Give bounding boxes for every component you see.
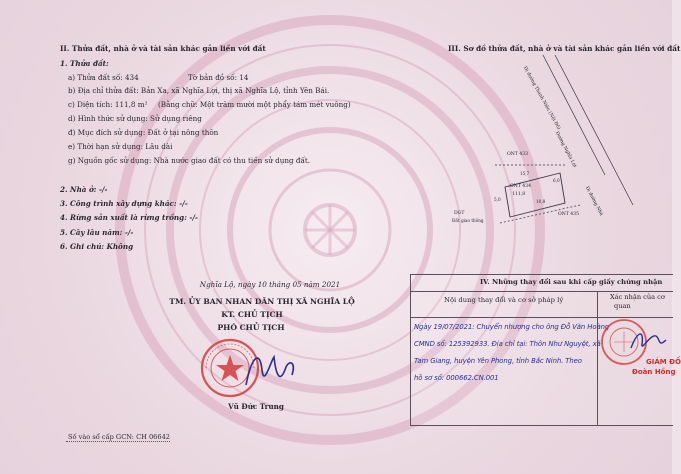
parcel-address: b) Địa chỉ thửa đất: Bản Xa, xã Nghĩa Lợi, thị xã Nghĩa Lộ, tỉnh Yên Bái. — [68, 86, 330, 95]
parcel-area-words: (Bằng chữ: Một trăm mười một phẩy tám mét vuông) — [158, 100, 351, 109]
house-heading: 2. Nhà ở: -/- — [60, 185, 108, 194]
registry-underline — [66, 441, 170, 442]
usage-term: e) Thời hạn sử dụng: Lâu dài — [68, 142, 173, 151]
change-line-3: Tam Giang, huyện Yên Phong, tỉnh Bắc Ninh. Theo — [414, 357, 582, 365]
change-line-2: CMND số: 125392933. Địa chỉ tại: Thôn Như Nguyệt, xã — [414, 340, 601, 348]
change-confirm-signature-icon — [628, 326, 668, 356]
plot-label-dgt-sub: Đất giao thông — [452, 218, 484, 223]
parcel-number: a) Thửa đất số: 434 — [68, 73, 139, 82]
change-line-1: Ngày 19/07/2021: Chuyển nhượng cho ông Đỗ Văn Hoàng — [414, 323, 610, 331]
director-title: GIÁM ĐỐ — [646, 358, 681, 366]
plot-label-ont-435: ONT 435 — [558, 212, 580, 217]
section-3-title: III. Sơ đồ thửa đất, nhà ở và tài sản khác gắn liền với đất — [448, 44, 681, 53]
certificate-registry-number: Số vào sổ cấp GCN: CH 06642 — [68, 433, 170, 441]
land-parcel-heading: 1. Thửa đất: — [60, 59, 109, 68]
other-construction-heading: 3. Công trình xây dựng khác: -/- — [60, 199, 188, 208]
issuing-organization: TM. ỦY BAN NHAN DÂN THỊ XÃ NGHĨA LỘ — [169, 297, 355, 306]
usage-form: d) Hình thức sử dụng: Sử dụng riêng — [68, 114, 202, 123]
usage-origin: g) Nguồn gốc sử dụng: Nhà nước giao đất có thu tiền sử dụng đất. — [68, 156, 311, 165]
land-plot-diagram — [455, 55, 672, 265]
changes-column-confirm: Xác nhận của cơ — [610, 293, 665, 301]
edge-length-2: 5,0 — [494, 197, 501, 202]
director-name: Đoàn Hồng — [632, 368, 676, 376]
parcel-area: c) Diện tích: 111,8 m² — [68, 100, 148, 109]
signer-name: Vũ Đức Trung — [228, 402, 284, 411]
changes-column-confirm-2: quan — [614, 302, 631, 310]
changes-column-content: Nội dung thay đổi và cơ sở pháp lý — [444, 296, 564, 304]
plot-area-label: 111,8 — [512, 192, 526, 197]
plot-label-ont-433: ONT 433 — [507, 152, 529, 157]
plot-label-ont-434: ONT 434 — [510, 184, 532, 189]
signer-title: PHÓ CHỦ TỊCH — [217, 323, 285, 332]
perennial-trees-heading: 5. Cây lâu năm: -/- — [60, 228, 134, 237]
plot-label-dgt: DGT — [454, 211, 465, 216]
handwritten-signature-icon — [240, 345, 300, 395]
edge-length-1: 15,7 — [520, 171, 530, 176]
usage-purpose: đ) Mục đích sử dụng: Đất ở tại nông thôn — [68, 128, 219, 137]
notes-heading: 6. Ghi chú: Không — [60, 242, 134, 251]
on-behalf-of: KT. CHỦ TỊCH — [221, 310, 283, 319]
forest-heading: 4. Rừng sản xuất là rừng trồng: -/- — [60, 213, 198, 222]
edge-length-3: 10,8 — [536, 199, 546, 204]
road-label-thanh-nien: Đi đường Thanh Niên (Nội Đô) — [521, 65, 561, 131]
edge-length-4: 6,0 — [553, 178, 560, 183]
road-label-nghia-loi: Đường Nghĩa Lợi — [553, 130, 577, 169]
section-2-title: II. Thửa đất, nhà ở và tài sản khác gắn liền với đất — [60, 44, 266, 53]
road-label-nha: Đi đường Nhà — [583, 185, 604, 217]
change-line-4: hồ sơ số: 000662.CN.001 — [414, 374, 499, 382]
map-sheet-number: Tờ bản đồ số: 14 — [188, 73, 249, 82]
section-4-title: IV. Những thay đổi sau khi cấp giấy chứng nhận — [480, 278, 663, 286]
changes-table-divider — [597, 291, 598, 425]
issue-date: Nghĩa Lộ, ngày 10 tháng 05 năm 2021 — [199, 280, 341, 289]
